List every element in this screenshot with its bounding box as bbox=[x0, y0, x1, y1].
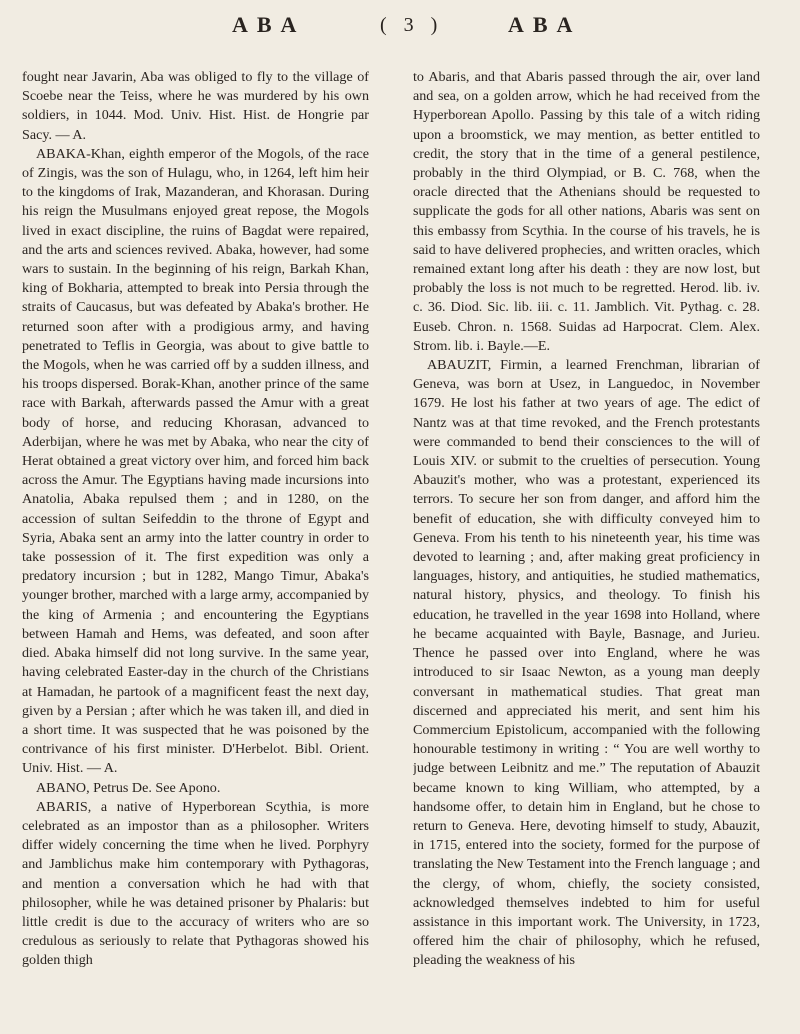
header-right: ABA bbox=[508, 12, 582, 37]
entry-abaka-khan: ABAKA-Khan, eighth emperor of the Mogols, of the race of Zingis, was the son of Hulagu, who, in 1264, left him heir to the kingdoms of Irak, Mazanderan, and Khorasan. During his reign the Musulmans enjoyed great repose, the Mogols lived in exact discipline, the ruins of Bagdat were repaired, and the arts and sciences revived. Abaka, however, had some wars to sustain. In the beginning of his reign, Barkah Khan, king of Bokharia, attempted to break into Persia through the straits of Caucasus, but was defeated by Abaka's brother. He returned soon after with a prodigious army, and having penetrated to Teflis in Georgia, was about to give battle to the Mogols, when he was carried off by a sudden illness, and his troops dispersed. Borak-Khan, another prince of the same race with Barkah, afterwards passed the Amur with a great body of horse, and reducing Khorasan, advanced to Aderbijan, where he was met by Abaka, who near the city of Herat obtained a great victory over him, and forced him back across the Amur. The Egyptians having made incursions into Anatolia, Abaka repulsed them ; and in 1280, on the accession of sultan Seifeddin to the throne of Egypt and Syria, Abaka sent an army into the latter country in order to take possession of it. The first expedition was only a predatory incursion ; but in 1282, Mango Timur, Abaka's younger brother, marched with a large army, accompanied by the king of Armenia ; and encountering the Egyptians between Hamah and Hems, was defeated, and soon after died. Abaka himself did not long survive. In the same year, having celebrated Easter-day in the church of the Christians at Hamadan, he partook of a magnificent feast the next day, given by a Persian ; after which he was taken ill, and died in a short time. It was suspected that he was poisoned by the contrivance of his first minister. D'Herbelot. Bibl. Orient. Univ. Hist. — A. bbox=[22, 145, 369, 777]
entry-abano: ABANO, Petrus De. See Apono. bbox=[36, 779, 221, 796]
left-column bbox=[22, 68, 369, 1028]
paragraph: to Abaris, and that Abaris passed through the air, over land and sea, on a golden arrow, which he had received from the Hyperborean Apollo. Passing by this tale of a witch riding upon a broomstick, we may mention, as better entitled to credit, the story that in the time of a general pestilence, probably in the third Olympiad, or B. C. 768, when the oracle directed that the Athenians should be requested to supplicate the gods for all other nations, Abaris was sent on this embassy from Scythia. In the course of his travels, he is said to have delivered prophecies, and written oracles, which remained extant long after his death : they are now lost, but probably the loss is not much to be regretted. Herod. lib. iv. c. 36. Diod. Sic. lib. iii. c. 11. Jamblich. Vit. Pythag. c. 28. Euseb. Chron. n. 1568. Suidas ad Harpocrat. Clem. Alex. Strom. lib. i. Bayle.—E. bbox=[413, 69, 760, 354]
page-number: ( 3 ) bbox=[380, 14, 444, 36]
entry-abauzit: ABAUZIT, Firmin, a learned Frenchman, librarian of Geneva, was born at Usez, in Languedoc, in November 1679. He lost his father at two years of age. The edict of Nantz was at that time revoked, and the French protestants were commanded to bend their consciences to the will of Louis XIV. or submit to the cruelties of persecution. Young Abauzit's mother, who was a protestant, experienced its terrors. To secure her son from danger, and afford him the benefit of education, she with difficulty conveyed him to Geneva. From his tenth to his nineteenth year, his time was devoted to learning ; and, after making great proficiency in languages, history, and antiquities, he studied mathematics, natural history, physics, and theology. To finish his education, he travelled in the year 1698 into Holland, where he became acquainted with Bayle, Basnage, and Jurieu. Thence he passed over into England, where he was introduced to sir Isaac Newton, as a young man deeply conversant in mathematical studies. That great man discerned and appreciated his merit, and sent him his Commercium Epistolicum, accompanied with the following honourable testimony in writing : “ You are well worthy to judge between Leibnitz and me.” The reputation of Abauzit became known to king William, who attempted, by a handsome offer, to detain him in England, but he chose to return to Geneva. Here, devoting himself to study, Abauzit, in 1715, entered into the society, formed for the purpose of translating the New Testament into the French language ; and the clergy, of whom, chiefly, the society consisted, acknowledged themselves indebted to him for useful assistance in this important work. The University, in 1723, offered him the chair of philosophy, which he refused, pleading the weakness of his bbox=[413, 357, 760, 969]
paragraph: fought near Javarin, Aba was obliged to fly to the village of Scoebe near the Teiss, where he was murdered by his own soldiers, in 1044. Mod. Univ. Hist. Hist. de Hongrie par Sacy. — A. bbox=[22, 69, 369, 143]
header-left: ABA bbox=[232, 12, 306, 37]
right-column bbox=[413, 68, 760, 1028]
running-header bbox=[0, 12, 800, 42]
entry-abaris: ABARIS, a native of Hyperborean Scythia, is more celebrated as an impostor than as a philosopher. Writers differ widely concerning the time when he lived. Porphyry and Jamblichus make him contemporary with Pythagoras, and mention a conversation which he had with that philosopher, while he was detained prisoner by Phalaris: but little credit is due to the accuracy of writers who are so credulous as seriously to relate that Pythagoras showed his golden thigh bbox=[22, 798, 369, 969]
